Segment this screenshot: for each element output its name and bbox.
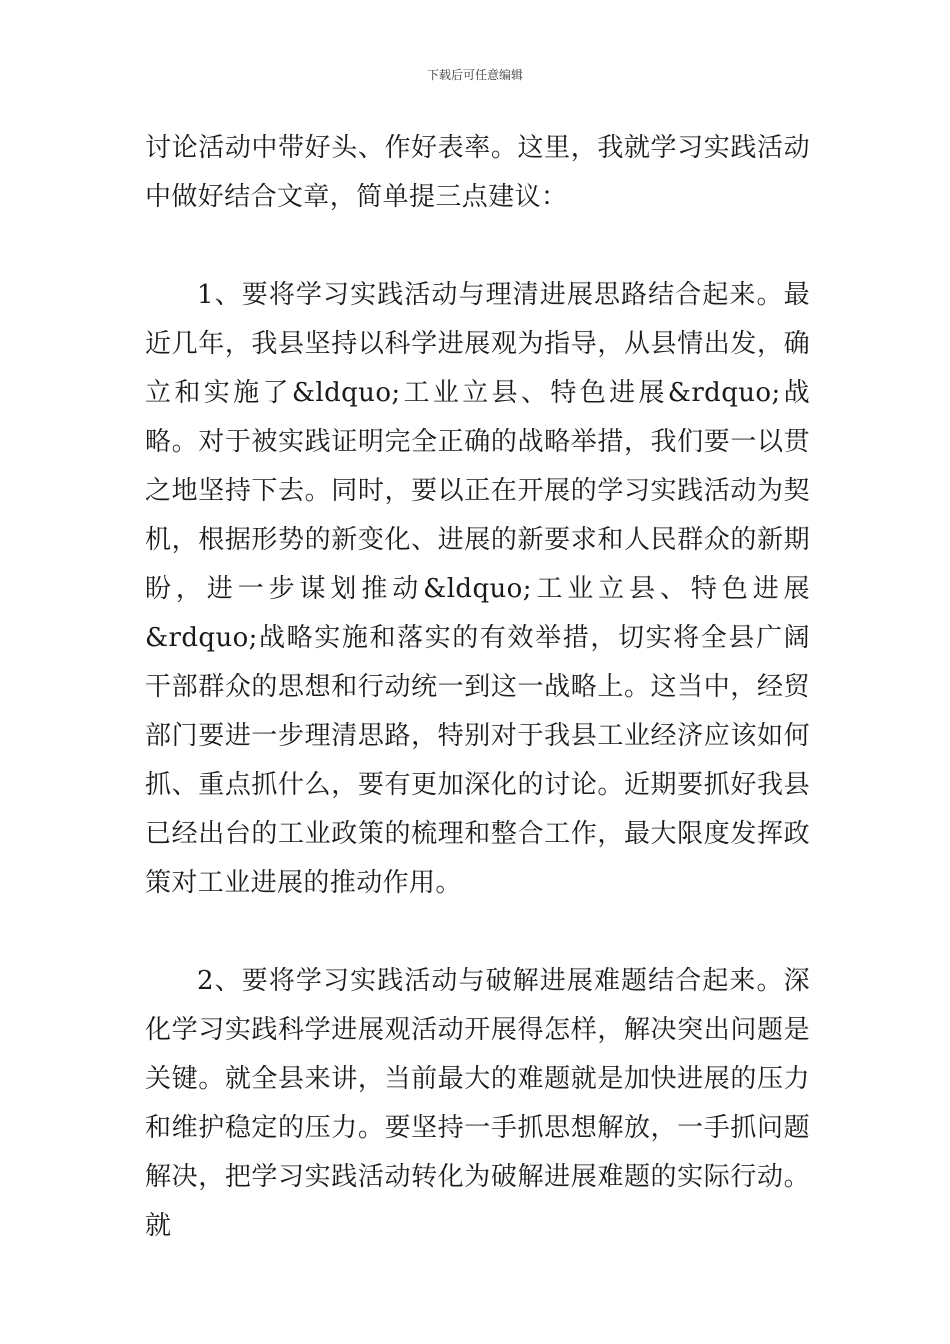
point-2-paragraph: 2、要将学习实践活动与破解进展难题结合起来。深化学习实践科学进展观活动开展得怎样，解决突出问题是关键。就全县来讲，当前最大的难题就是加快进展的压力和维护稳定的压力。要坚持一手抓思想解放，一手抓问题解决，把学习实践活动转化为破解进展难题的实际行动。就 bbox=[145, 966, 810, 1241]
point-1-paragraph: 1、要将学习实践活动与理清进展思路结合起来。最近几年，我县坚持以科学进展观为指导，从县情出发，确立和实施了&ldquo;工业立县、特色进展&rdquo;战略。对于被实践证明完全正确的战略举措，我们要一以贯之地坚持下去。同时，要以正在开展的学习实践活动为契机，根据形势的新变化、进展的新要求和人民群众的新期盼，进一步谋划推动&ldquo;工业立县、特色进展&rdquo;战略实施和落实的有效举措，切实将全县广阔干部群众的思想和行动统一到这一战略上。这当中，经贸部门要进一步理清思路，特别对于我县工业经济应该如何抓、重点抓什么，要有更加深化的讨论。近期要抓好我县已经出台的工业政策的梳理和整合工作，最大限度发挥政策对工业进展的推动作用。 bbox=[145, 280, 810, 898]
document-body bbox=[145, 124, 810, 1251]
paragraph-spacer bbox=[145, 908, 810, 957]
intro-paragraph: 讨论活动中带好头、作好表率。这里，我就学习实践活动中做好结合文章，简单提三点建议： bbox=[145, 133, 810, 212]
header-note: 下载后可任意编辑 bbox=[426, 68, 523, 82]
paragraph-spacer bbox=[145, 222, 810, 271]
